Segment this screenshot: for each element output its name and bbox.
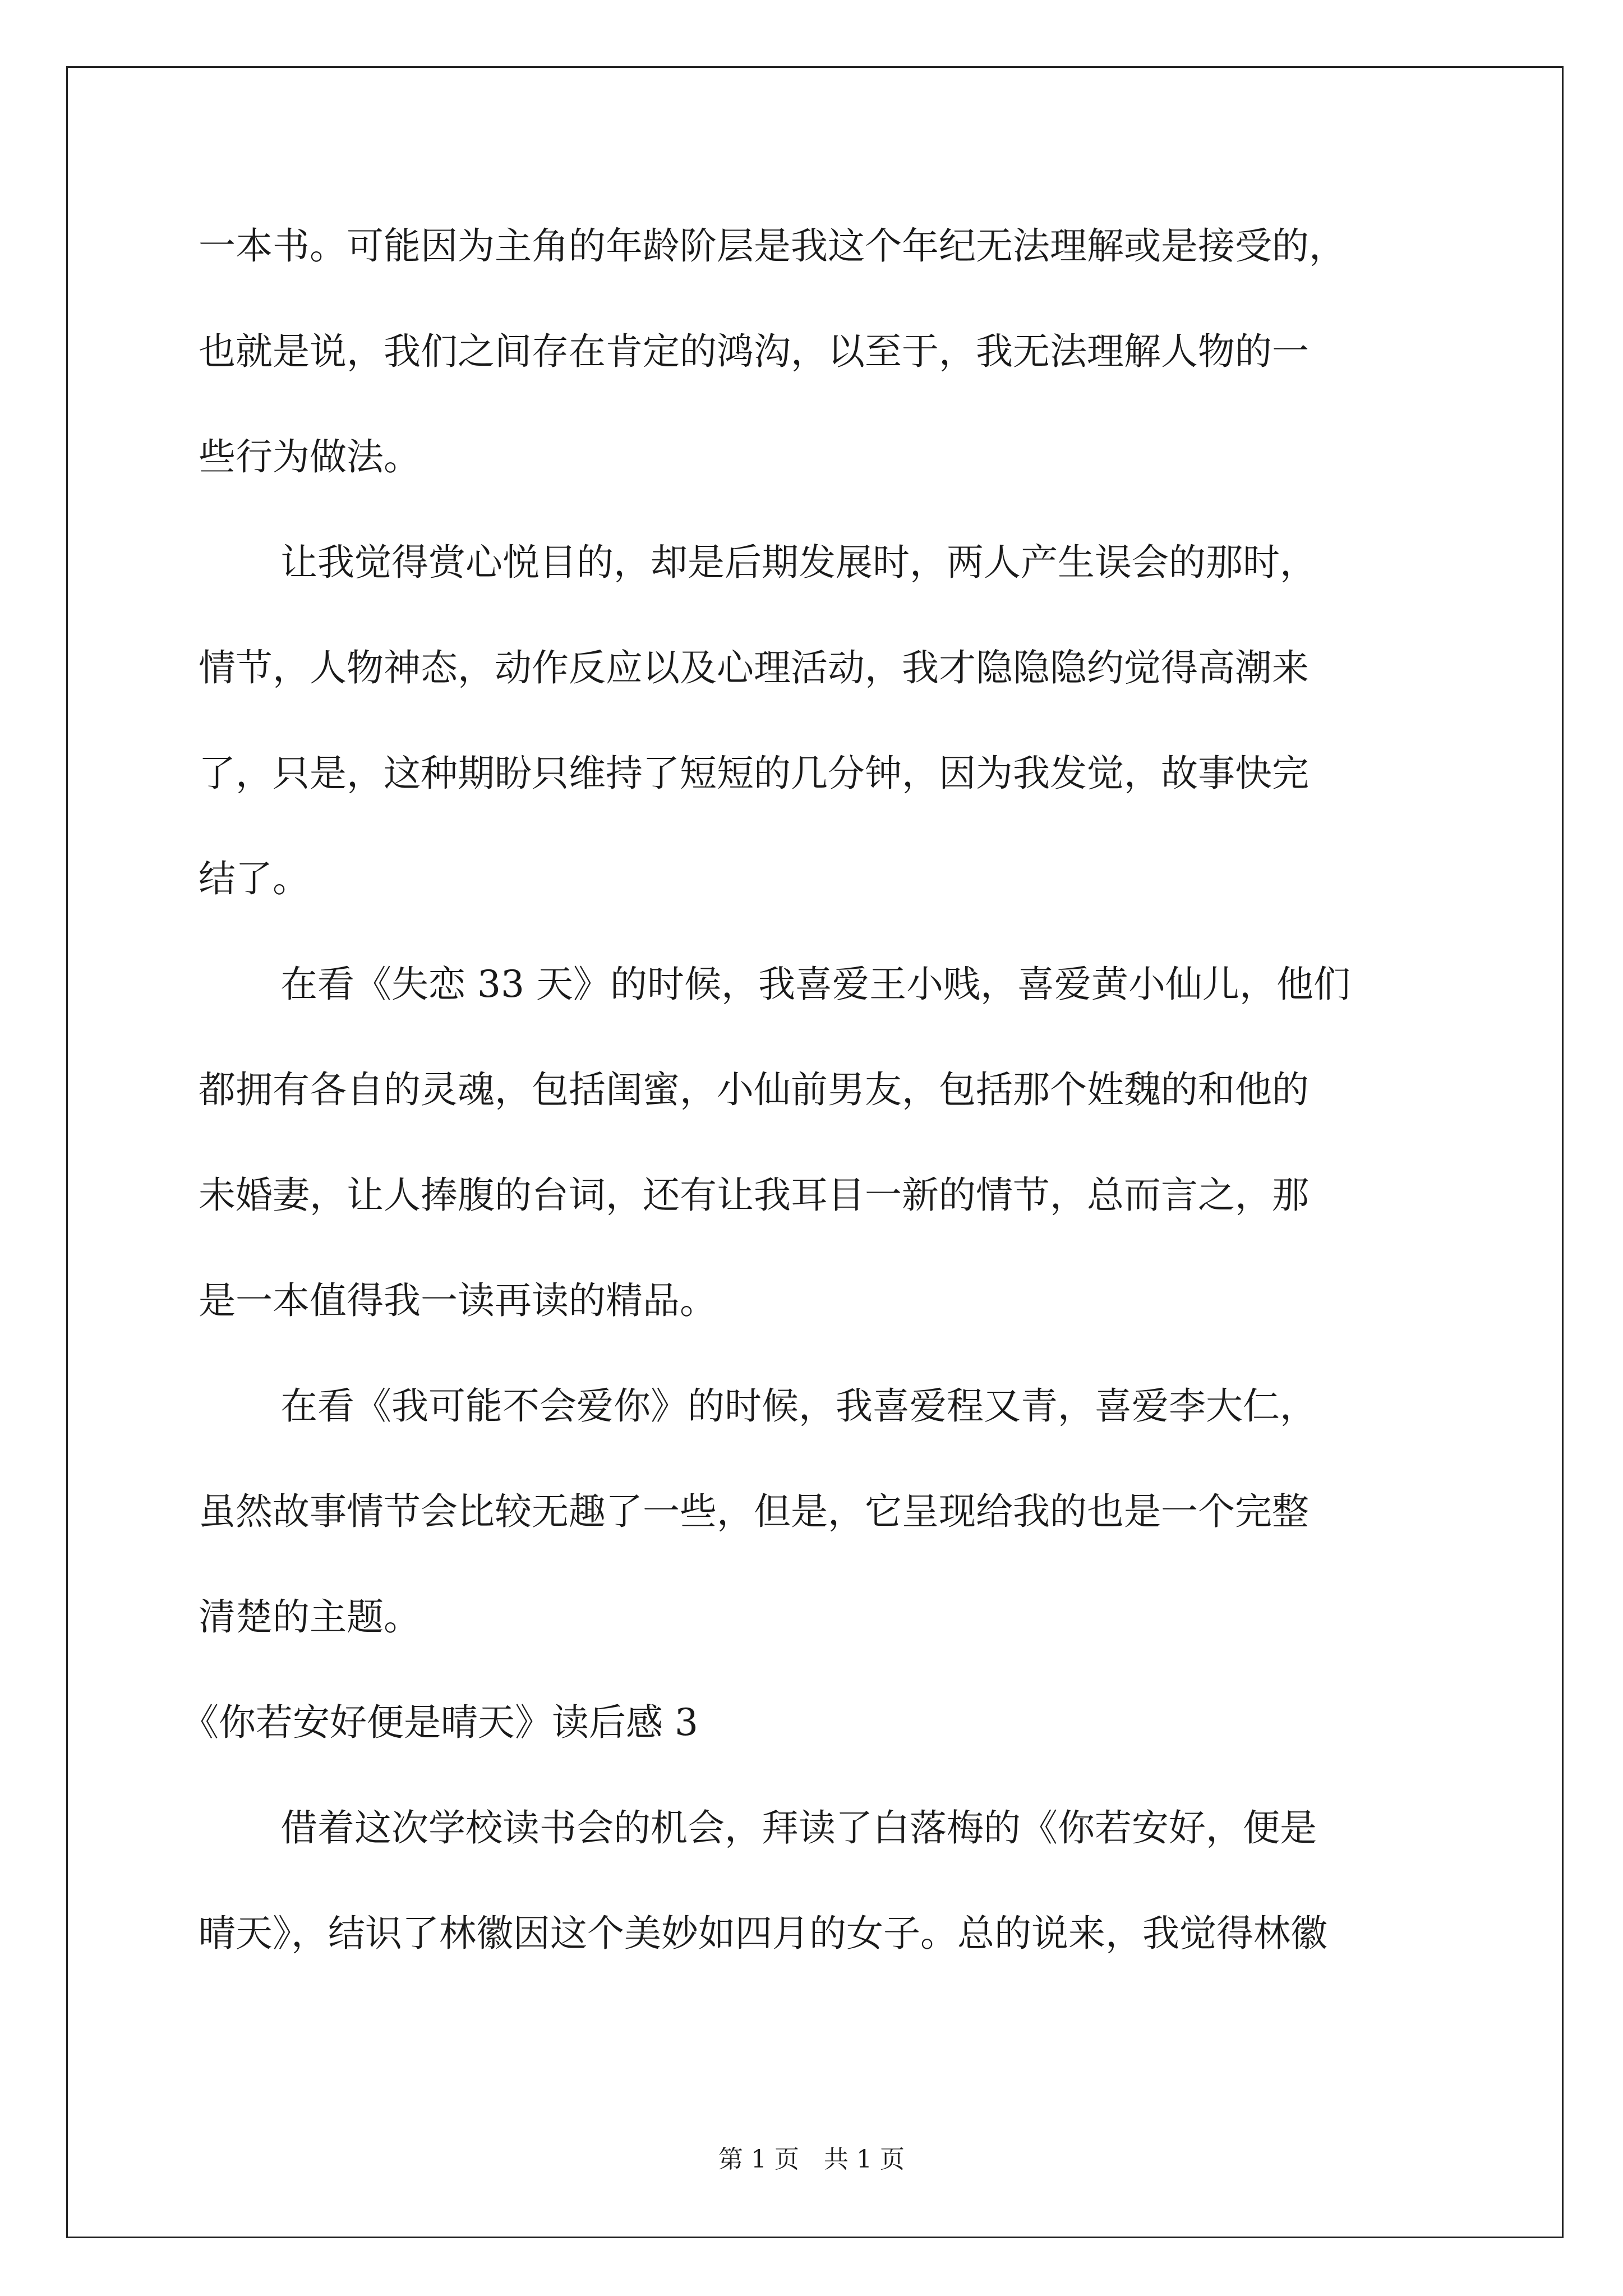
text-line: 了，只是，这种期盼只维持了短短的几分钟，因为我发觉，故事快完 <box>199 752 1309 795</box>
paragraph-start-line: 在看《我可能不会爱你》的时候，我喜爱程又青，喜爱李大仁， <box>280 1384 1317 1428</box>
text-line: 是一本值得我一读再读的精品。 <box>199 1279 717 1322</box>
text-line: 些行为做法。 <box>199 435 421 478</box>
text-line: 情节，人物神态，动作反应以及心理活动，我才隐隐隐约觉得高潮来 <box>199 646 1309 689</box>
text-line: 也就是说，我们之间存在肯定的鸿沟，以至于，我无法理解人物的一 <box>199 330 1309 373</box>
page-footer: 第 1 页 共 1 页 <box>718 2145 905 2174</box>
text-line: 未婚妻，让人捧腹的台词，还有让我耳目一新的情节，总而言之，那 <box>199 1174 1309 1217</box>
text-line: 都拥有各自的灵魂，包括闺蜜，小仙前男友，包括那个姓魏的和他的 <box>199 1068 1309 1111</box>
text-line: 一本书。可能因为主角的年龄阶层是我这个年纪无法理解或是接受的， <box>199 224 1346 268</box>
paragraph-start-line: 让我觉得赏心悦目的，却是后期发展时，两人产生误会的那时， <box>280 541 1317 584</box>
text-line: 虽然故事情节会比较无趣了一些，但是，它呈现给我的也是一个完整 <box>199 1490 1309 1533</box>
text-line: 清楚的主题。 <box>199 1595 421 1639</box>
paragraph-start-line: 在看《失恋 33 天》的时候，我喜爱王小贱，喜爱黄小仙儿，他们 <box>280 963 1350 1006</box>
text-line: 晴天》，结识了林徽因这个美妙如四月的女子。总的说来，我觉得林徽 <box>199 1912 1327 1955</box>
section-heading: 《你若安好便是晴天》读后感 3 <box>182 1701 698 1744</box>
paragraph-start-line: 借着这次学校读书会的机会，拜读了白落梅的《你若安好，便是 <box>280 1806 1317 1849</box>
text-line: 结了。 <box>199 857 310 900</box>
document-body <box>182 194 1432 1986</box>
